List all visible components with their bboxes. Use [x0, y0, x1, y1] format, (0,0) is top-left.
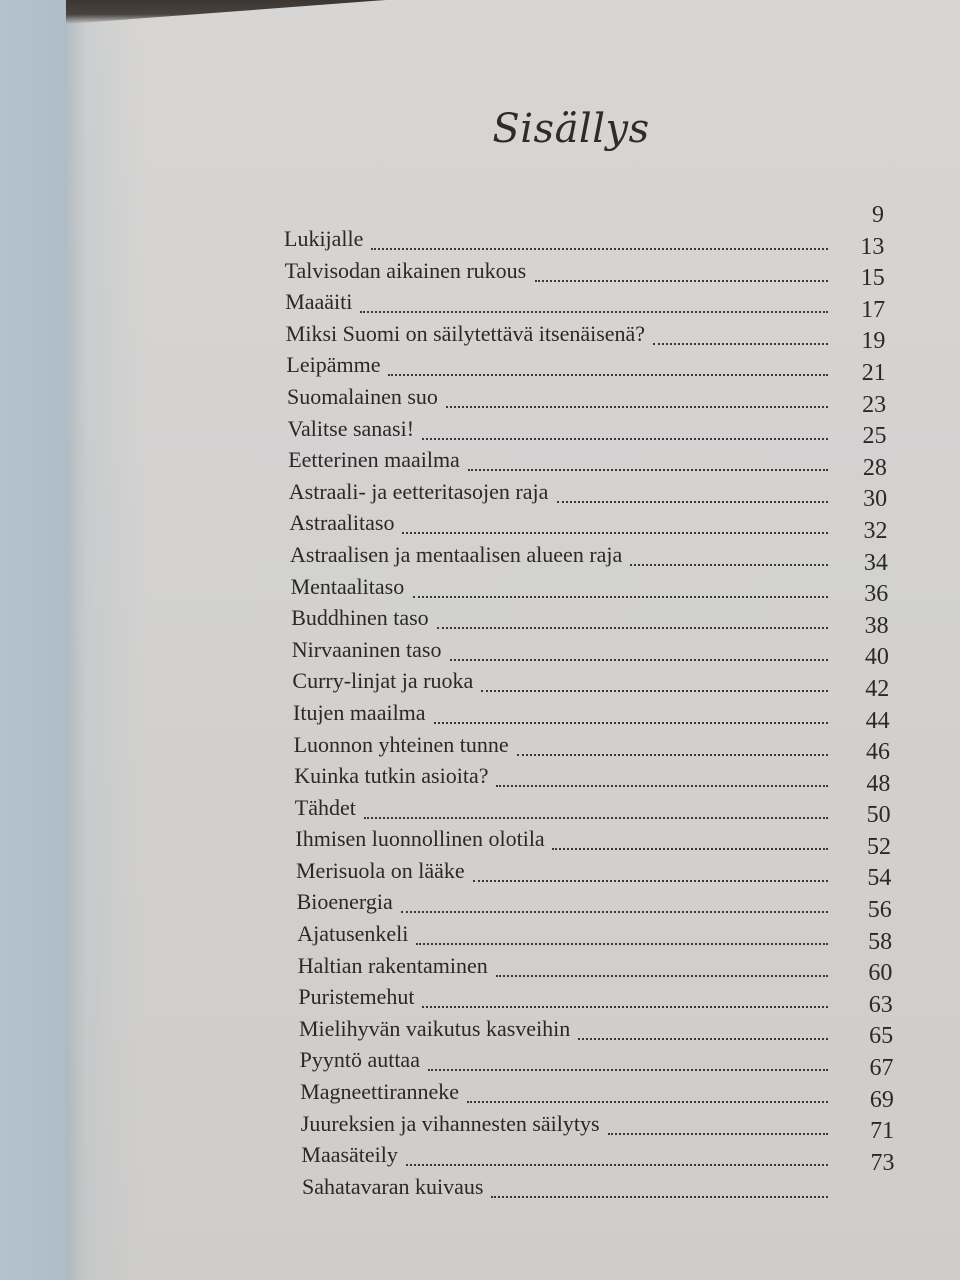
toc-page-number: 69: [869, 1086, 894, 1113]
toc-page-number: 65: [869, 1023, 894, 1050]
toc-page-number: 52: [867, 833, 891, 860]
toc-page-number: 38: [864, 612, 889, 639]
toc-page-number: 73: [870, 1149, 895, 1176]
toc-entry-title: Merisuola on lääke: [296, 857, 465, 883]
toc-entry-title: Juureksien ja vihannesten säilytys: [300, 1110, 600, 1136]
toc-page-number: 23: [862, 391, 887, 418]
toc-page-number: 34: [863, 549, 888, 576]
toc-entry-title: Astraali- ja eetteritasojen raja: [288, 478, 549, 504]
toc-entry-title: Mielihyvän vaikutus kasveihin: [299, 1015, 571, 1041]
toc-entry-title: Maaäiti: [285, 289, 353, 315]
toc-entry-title: Valitse sanasi!: [287, 415, 415, 441]
toc-page-number: 21: [861, 359, 886, 386]
toc-entry-title: Pyyntö auttaa: [299, 1047, 420, 1073]
toc-entry-title: Sahatavaran kuivaus: [302, 1173, 484, 1199]
toc-page-number: 32: [863, 517, 888, 544]
toc-page-number: 36: [864, 581, 889, 608]
toc-entry-title: Astraalitaso: [289, 510, 395, 536]
toc-page-number: 44: [865, 707, 890, 734]
toc-page-number: 46: [865, 739, 890, 766]
toc-entry-title: Mentaalitaso: [290, 573, 405, 599]
toc-entry-title: Nirvaaninen taso: [291, 636, 442, 662]
toc-entry-title: Bioenergia: [296, 889, 393, 915]
toc-entry-title: Ajatusenkeli: [297, 921, 409, 947]
toc-entry-title: Miksi Suomi on säilytettävä itsenäisenä?: [285, 320, 646, 346]
toc-page-number: 56: [867, 897, 892, 924]
toc-page-number: 50: [866, 802, 891, 829]
toc-page-number: 19: [861, 328, 886, 355]
toc-page-number: 28: [862, 454, 887, 481]
toc-entry-title: Buddhinen taso: [291, 605, 429, 631]
table-of-contents: [284, 200, 895, 1199]
toc-entry-title: Talvisodan aikainen rukous: [284, 257, 527, 283]
toc-entry-title: Puristemehut: [298, 984, 415, 1010]
toc-page-number: 17: [861, 296, 886, 323]
toc-entry-title: Lukijalle: [284, 226, 364, 251]
toc-page-number: 15: [860, 265, 885, 292]
toc-entry-title: Curry-linjat ja ruoka: [292, 668, 474, 694]
dotted-leader: [491, 1176, 828, 1198]
toc-page-number: 60: [868, 960, 893, 987]
toc-entry-title: Suomalainen suo: [287, 383, 438, 409]
toc-entry: [302, 1148, 895, 1199]
toc-entry-title: Maasäteily: [301, 1142, 398, 1168]
toc-page-number: 71: [870, 1118, 895, 1145]
toc-entry-title: Astraalisen ja mentaalisen alueen raja: [290, 541, 623, 567]
toc-page-number: 25: [862, 423, 887, 450]
book-page: [66, 0, 960, 1280]
toc-entry-title: Magneettiranneke: [300, 1079, 459, 1105]
toc-entry-title: Luonnon yhteinen tunne: [293, 731, 509, 757]
toc-page-number: 42: [865, 675, 890, 702]
toc-entry-title: Itujen maailma: [293, 699, 426, 725]
toc-entry-title: Eetterinen maailma: [288, 447, 460, 473]
toc-page-number: 58: [868, 928, 893, 955]
toc-page-number: 63: [868, 991, 893, 1018]
toc-entry-title: Haltian rakentaminen: [297, 952, 488, 978]
toc-page-number: 48: [866, 770, 891, 797]
toc-entry-title: Kuinka tutkin asioita?: [294, 763, 489, 789]
toc-page-number: 40: [864, 644, 889, 671]
toc-page-number: 9: [872, 202, 884, 228]
page-title: Sisällys: [492, 106, 650, 152]
toc-page-number: 54: [867, 865, 892, 892]
toc-page-number: 67: [869, 1055, 894, 1082]
toc-entry-title: Ihmisen luonnollinen olotila: [295, 826, 545, 852]
toc-page-number: 13: [860, 233, 885, 260]
toc-page-number: 30: [863, 486, 888, 513]
toc-entry-title: Leipämme: [286, 352, 381, 378]
toc-entry-title: Tähdet: [294, 794, 356, 820]
